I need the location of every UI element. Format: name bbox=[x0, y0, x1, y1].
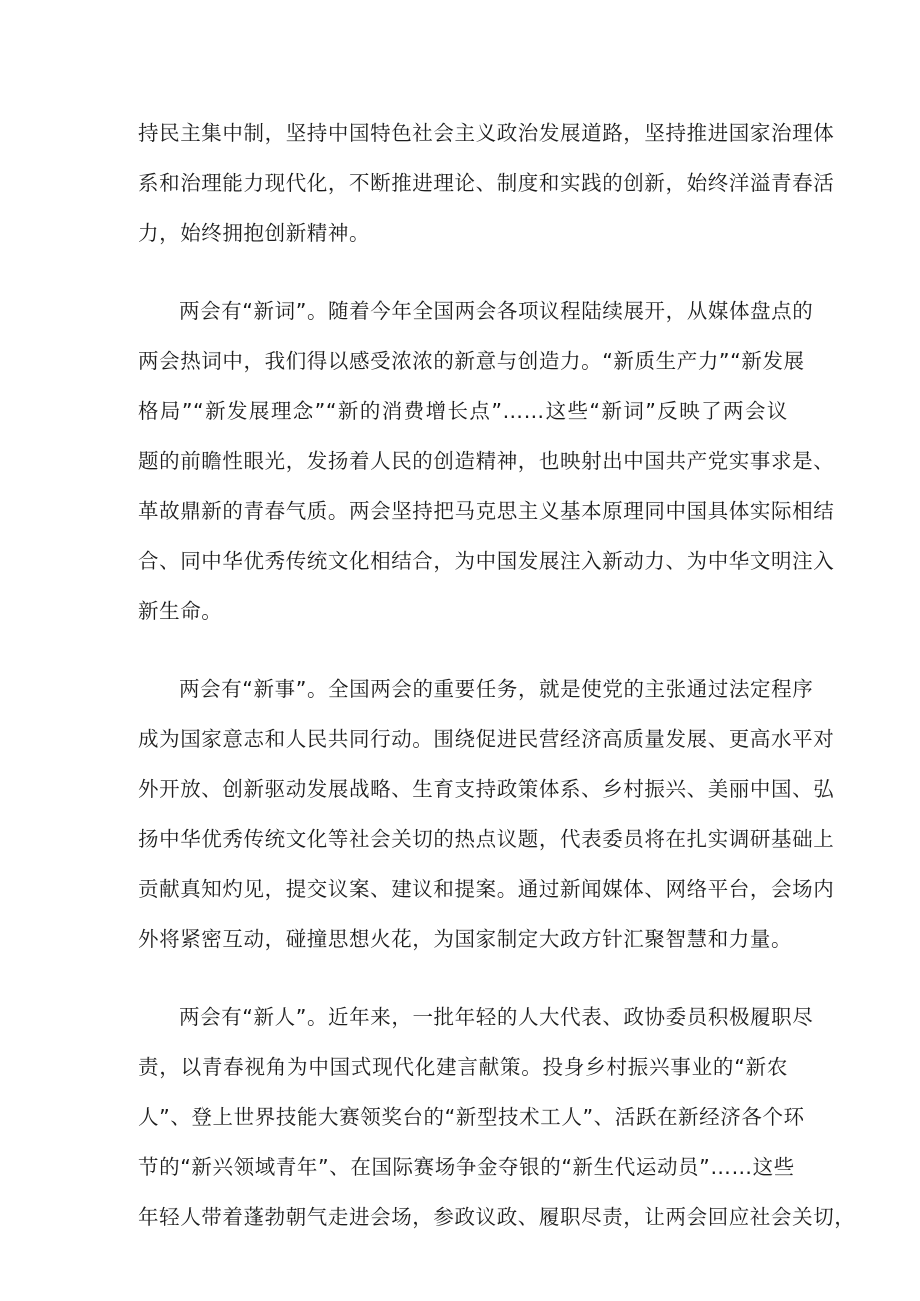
text-line: 革故鼎新的青春气质。两会坚持把马克思主义基本原理同中国具体实际相结 bbox=[138, 499, 835, 523]
text-line: 外将紧密互动，碰撞思想火花，为国家制定大政方针汇聚智慧和力量。 bbox=[138, 927, 793, 951]
text-line: 责，以青春视角为中国式现代化建言献策。投身乡村振兴事业的“新农 bbox=[138, 1055, 788, 1079]
text-line: 节的“新兴领域青年”、在国际赛场争金夺银的“新生代运动员”……这些 bbox=[138, 1155, 795, 1179]
text-line: 年轻人带着蓬勃朝气走进会场，参政议政、履职尽责，让两会回应社会关切， bbox=[138, 1205, 856, 1229]
text-line: 成为国家意志和人民共同行动。围绕促进民营经济高质量发展、更高水平对 bbox=[138, 727, 835, 751]
paragraph-4 bbox=[138, 992, 856, 1242]
text-line: 外开放、创新驱动发展战略、生育支持政策体系、乡村振兴、美丽中国、弘 bbox=[138, 777, 835, 801]
text-line: 力，始终拥抱创新精神。 bbox=[138, 221, 371, 245]
text-line: 格局”“新发展理念”“新的消费增长点”……这些“新词”反映了两会议 bbox=[138, 399, 788, 423]
text-line: 贡献真知灼见，提交议案、建议和提案。通过新闻媒体、网络平台，会场内 bbox=[138, 877, 835, 901]
text-line: 人”、登上世界技能大赛领奖台的“新型技术工人”、活跃在新经济各个环 bbox=[138, 1105, 805, 1129]
text-line: 持民主集中制，坚持中国特色社会主义政治发展道路，坚持推进国家治理体 bbox=[138, 121, 835, 145]
paragraph-2 bbox=[138, 286, 835, 636]
text-line: 两会有“新词”。随着今年全国两会各项议程陆续展开，从媒体盘点的 bbox=[179, 299, 814, 323]
text-line: 合、同中华优秀传统文化相结合，为中国发展注入新动力、为中华文明注入 bbox=[138, 549, 835, 573]
paragraph-3 bbox=[138, 664, 835, 964]
text-line: 扬中华优秀传统文化等社会关切的热点议题，代表委员将在扎实调研基础上 bbox=[138, 827, 835, 851]
text-line: 两会有“新事”。全国两会的重要任务，就是使党的主张通过法定程序 bbox=[179, 677, 814, 701]
text-line: 系和治理能力现代化，不断推进理论、制度和实践的创新，始终洋溢青春活 bbox=[138, 171, 835, 195]
paragraph-1 bbox=[138, 108, 835, 258]
document-body bbox=[138, 108, 856, 1270]
text-line: 题的前瞻性眼光，发扬着人民的创造精神，也映射出中国共产党实事求是、 bbox=[138, 449, 835, 473]
text-line: 新生命。 bbox=[138, 599, 223, 623]
text-line: 两会有“新人”。近年来，一批年轻的人大代表、政协委员积极履职尽 bbox=[179, 1005, 814, 1029]
text-line: 两会热词中，我们得以感受浓浓的新意与创造力。“新质生产力”“新发展 bbox=[138, 349, 805, 373]
